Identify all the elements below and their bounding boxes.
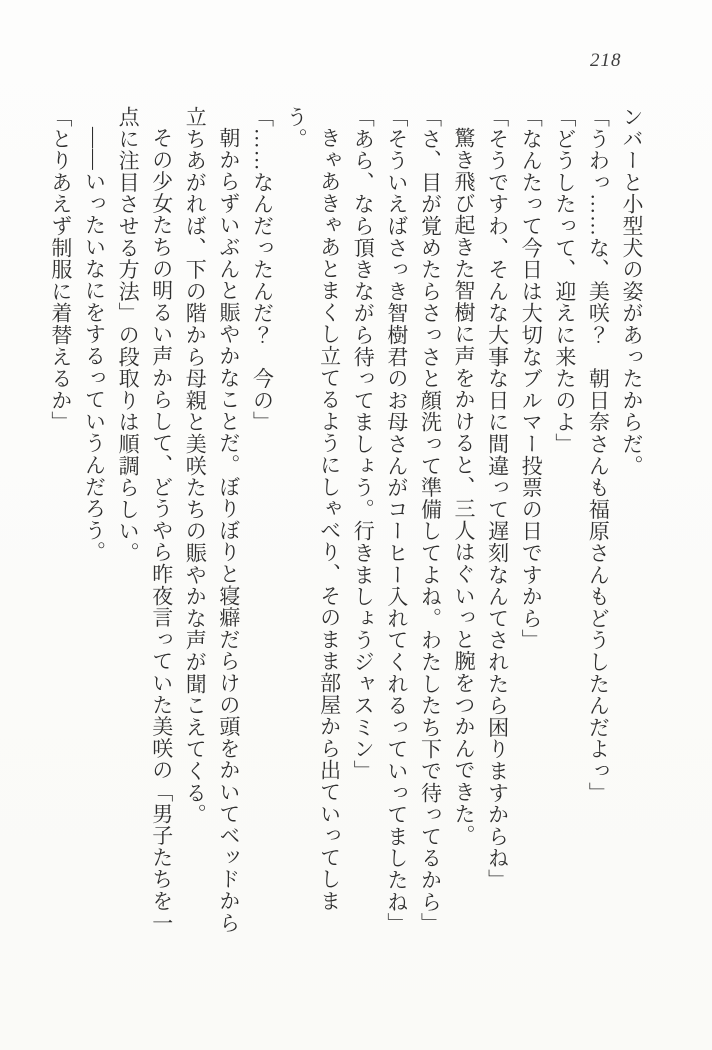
- text-line: 「……なんだったんだ？ 今の」: [250, 106, 275, 433]
- page-number: 218: [590, 50, 622, 71]
- text-line: ――いったいなにをするっていうんだろう。: [82, 127, 107, 563]
- text-line: 「うわっ……な、美咲？ 朝日奈さんも福原さんもどうしたんだよっ」: [586, 106, 611, 804]
- text-line: 朝からずいぶんと賑やかなことだ。ぼりぼりと寝癖だらけの頭をかいてベッドから: [216, 127, 241, 934]
- text-line: 「どうしたって、迎えに来たのよ」: [552, 106, 577, 455]
- text-line: その少女たちの明るい声からして、どうやら昨夜言っていた美咲の「男子たちを一: [149, 127, 174, 934]
- text-line: 驚き飛び起きた智樹に声をかけると、三人はぐいっと腕をつかんできた。: [452, 127, 477, 847]
- text-line: 「あら、なら頂きながら待ってましょう。行きましょうジャスミン」: [351, 106, 376, 782]
- text-line: きゃあきゃあとまくし立てるようにしゃべり、そのまま部屋から出ていってしまう。: [284, 106, 342, 912]
- text-line: 「さ、目が覚めたらさっさと顔洗って準備してよね。わたしたち下で待ってるから」: [418, 106, 443, 935]
- text-line: ンバーと小型犬の姿があったからだ。: [620, 106, 644, 477]
- text-line: 「なんたって今日は大切なブルマー投票の日ですから」: [519, 106, 544, 651]
- text-line: 「そうですわ、そんな大事な日に間違って遅刻なんてされたら困りますからね」: [485, 106, 510, 891]
- text-line: 点に注目させる方法」の段取りは順調らしい。: [116, 106, 141, 564]
- text-line: 立ちあがれば、下の階から母親と美咲たちの賑やかな声が聞こえてくる。: [183, 106, 208, 826]
- text-line: 「とりあえず制服に着替えるか」: [48, 106, 73, 433]
- page-text: [43, 106, 648, 948]
- text-line: 「そういえばさっき智樹君のお母さんがコーヒー入れてくれるっていってましたね」: [384, 106, 409, 935]
